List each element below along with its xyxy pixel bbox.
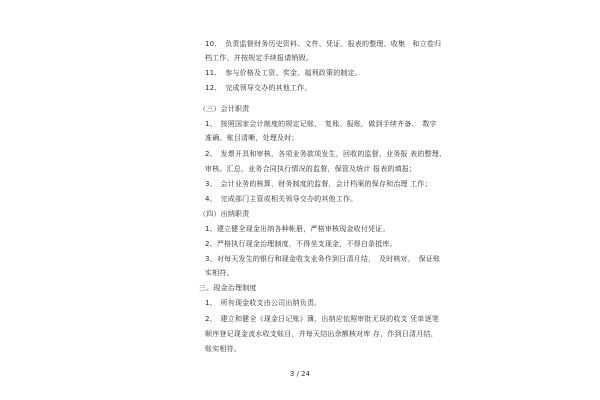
- text-line: 10、 负责监督财务历史资料、文件、凭证、报表的整理、收集 和立卷归: [205, 40, 442, 48]
- text-line: 3、对每天发生的银行和现金收支业务作到日清月结， 及时核对， 保证账: [205, 255, 441, 263]
- text-line: 2、 发票开具和审核，各项业务款项发生，回收的监督，业务报 表的整理、: [205, 150, 447, 158]
- page-number: 3 / 24: [289, 370, 311, 378]
- section-heading: 三、现金治理制度: [199, 284, 257, 292]
- text-line: 4、 完成部门主管或相关领导交办的其他工作。: [205, 195, 358, 203]
- text-line: 12、 完成领导交办的其他工作。: [205, 84, 312, 92]
- text-line: 1、 所有现金收支由公司出纳负责。: [205, 299, 322, 307]
- text-line: 档工作，并按规定手续报请销毁。: [205, 54, 313, 62]
- text-line: 1、 按照国家会计制度的规定记账、 复账、报账，做到手续齐备、 数字: [205, 120, 437, 128]
- text-line: 顺序登记现金流水收支账目，并每天结出余额核对库 存，作到日清月结，: [205, 330, 438, 338]
- text-line: 2、 建立和健全《现金日记账》簿，出纳应依照审批无误的收支 凭单逐笔: [205, 315, 439, 323]
- text-line: 实相符。: [205, 269, 234, 277]
- text-line: 11、 参与价格及工资、奖金、福利政策的制定。: [205, 69, 363, 77]
- section-heading: （三）会计职责: [199, 105, 250, 113]
- text-line: 审核、汇总，业务合同执行情况的监督，保管及统计 报表的填报；: [205, 165, 417, 173]
- text-line: 准确、账目清晰，处理及时；: [205, 134, 299, 142]
- text-line: 2、严格执行现金治理制度，不得坐支现金，不得白条抵库。: [205, 240, 397, 248]
- text-line: 1、建立健全现金出纳各种帐册，严格审核现金收付凭证。: [205, 225, 390, 233]
- text-line: 3、 会计业务的核算，财务制度的监督，会计档案的保存和治理 工作；: [205, 180, 432, 188]
- text-line: 账实相符。: [205, 345, 241, 353]
- section-heading: （四）出纳职责: [199, 210, 250, 218]
